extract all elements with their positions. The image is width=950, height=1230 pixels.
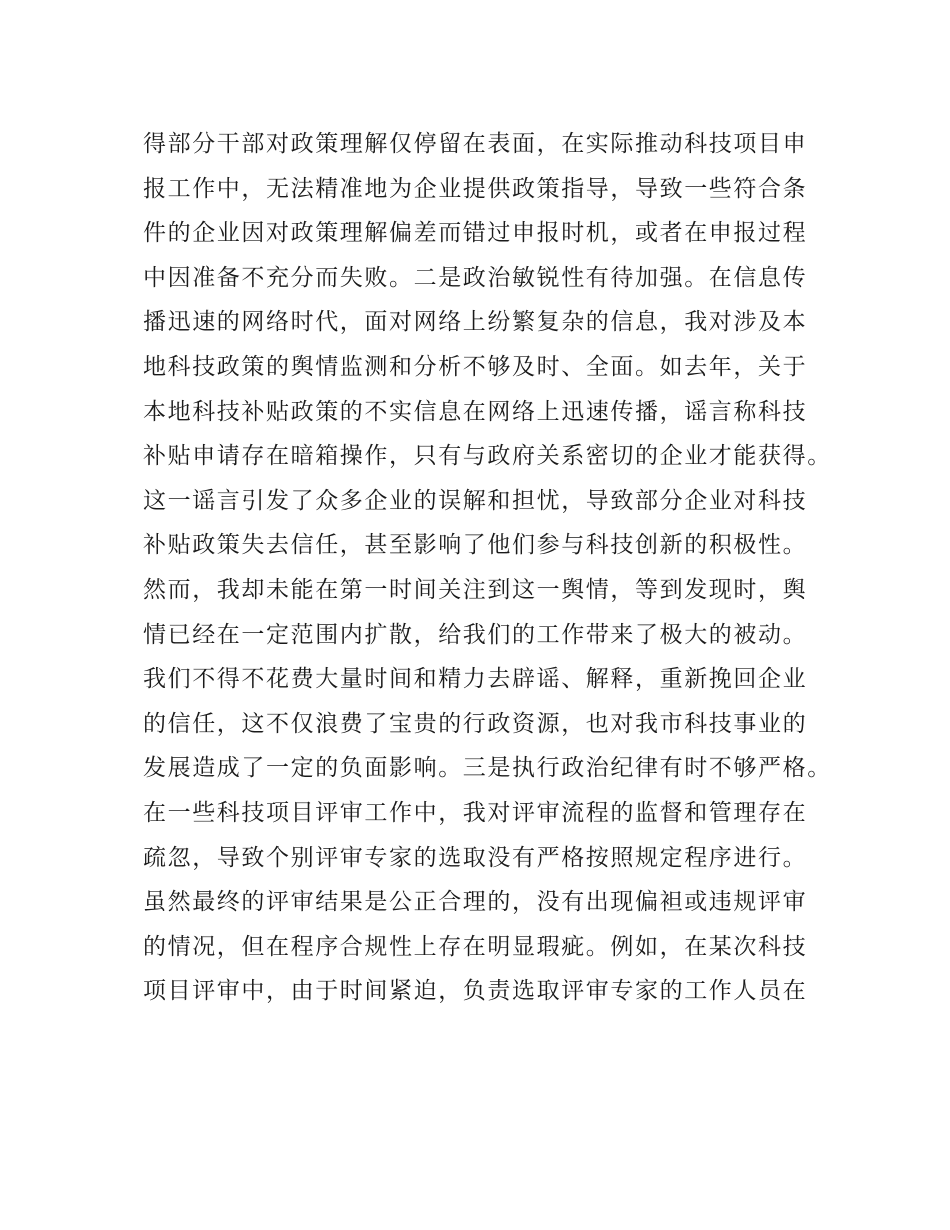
text-line: 的情况，但在程序合规性上存在明显瑕疵。例如，在某次科技 [143, 933, 808, 960]
text-line: 件的企业因对政策理解偏差而错过申报时机，或者在申报过程 [143, 220, 808, 247]
text-line: 本地科技补贴政策的不实信息在网络上迅速传播，谣言称科技 [143, 398, 808, 425]
text-line: 虽然最终的评审结果是公正合理的，没有出现偏袒或违规评审 [143, 889, 808, 916]
text-line: 疏忽，导致个别评审专家的选取没有严格按照规定程序进行。 [143, 844, 808, 871]
text-line: 然而，我却未能在第一时间关注到这一舆情，等到发现时，舆 [143, 576, 808, 603]
text-line: 得部分干部对政策理解仅停留在表面，在实际推动科技项目申 [143, 131, 808, 157]
text-line: 补贴申请存在暗箱操作，只有与政府关系密切的企业才能获得。 [143, 443, 832, 470]
text-line: 播迅速的网络时代，面对网络上纷繁复杂的信息，我对涉及本 [143, 309, 808, 336]
text-line: 补贴政策失去信任，甚至影响了他们参与科技创新的积极性。 [143, 532, 808, 559]
text-line: 报工作中，无法精准地为企业提供政策指导，导致一些符合条 [143, 175, 808, 202]
text-line: 发展造成了一定的负面影响。三是执行政治纪律有时不够严格。 [143, 755, 832, 782]
text-line: 我们不得不花费大量时间和精力去辟谣、解释，重新挽回企业 [143, 666, 808, 693]
text-line: 这一谣言引发了众多企业的误解和担忧，导致部分企业对科技 [143, 487, 808, 514]
text-line: 在一些科技项目评审工作中，我对评审流程的监督和管理存在 [143, 799, 808, 826]
body-text [143, 122, 843, 1014]
text-line: 情已经在一定范围内扩散，给我们的工作带来了极大的被动。 [143, 621, 808, 648]
text-line: 项目评审中，由于时间紧迫，负责选取评审专家的工作人员在 [143, 978, 808, 1005]
text-line: 地科技政策的舆情监测和分析不够及时、全面。如去年，关于 [143, 353, 808, 380]
text-line: 的信任，这不仅浪费了宝贵的行政资源，也对我市科技事业的 [143, 710, 808, 737]
text-line: 中因准备不充分而失败。二是政治敏锐性有待加强。在信息传 [143, 264, 808, 291]
